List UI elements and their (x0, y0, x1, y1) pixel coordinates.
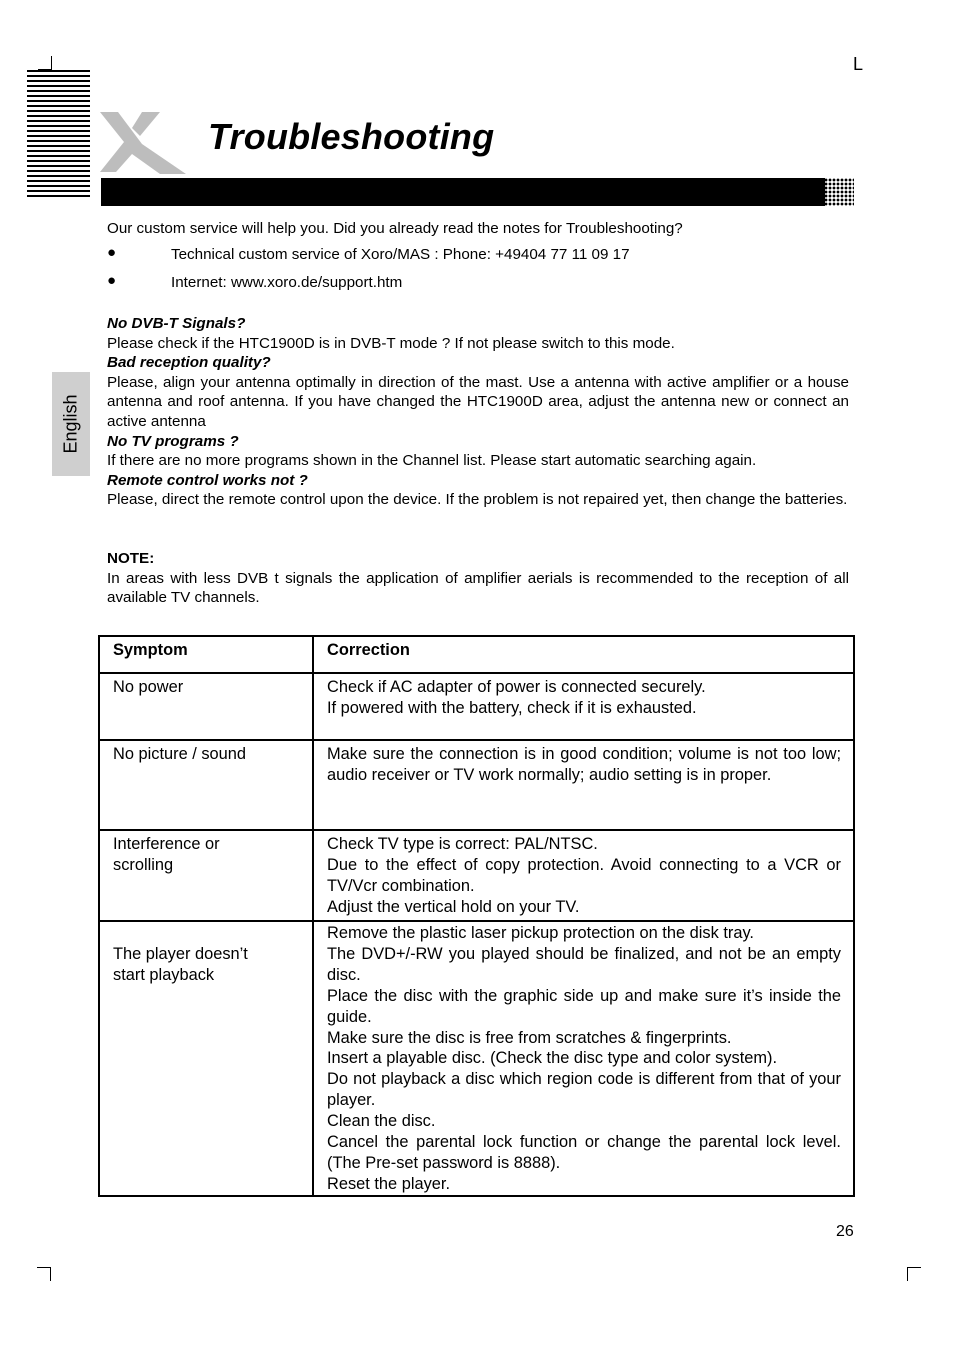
note-label: NOTE: (107, 550, 155, 567)
correction-line: If powered with the battery, check if it is exhausted. (327, 698, 697, 717)
faq-question: No TV programs ? (107, 432, 239, 450)
correction-line: Check if AC adapter of power is connected securely. (327, 678, 706, 696)
crop-mark-top-right: L (853, 54, 864, 74)
correction-line: Make sure the connection is in good condition; volume is not too low; audio receiver or TV work normally; audio setting is in proper. (327, 745, 841, 784)
language-tab (52, 372, 90, 476)
table-row (99, 921, 854, 1196)
faq-answer: Please, direct the remote control upon the device. If the problem is not repaired yet, then change the batteries. (107, 491, 848, 509)
symptom-cell: No picture / sound (99, 740, 313, 830)
table-header-correction: Correction (313, 636, 854, 673)
correction-line: Due to the effect of copy protection. Avoid connecting to a VCR or TV/Vcr combination. (327, 855, 841, 895)
correction-line: Insert a playable disc. (Check the disc type and color system). (327, 1049, 778, 1068)
bullet-internet: Internet: www.xoro.de/support.htm (171, 274, 403, 291)
correction-line: Cancel the parental lock function or change the parental lock level. (The Pre-set password is 8888). (327, 1133, 841, 1172)
faq-answer: Please check if the HTC1900D is in DVB-T mode ? If not please switch to this mode. (107, 334, 675, 352)
faq-answer: Please, align your antenna optimally in direction of the mast. Use a antenna with active amplifier or a house antenna and roof antenna. If you have changed the HTC1900D area, adjust the antenna new or connect an active antenna (107, 373, 849, 430)
correction-line: Clean the disc. (327, 1112, 436, 1131)
page-title: Troubleshooting (208, 116, 495, 157)
correction-cell (313, 673, 854, 740)
faq-question: No DVB-T Signals? (107, 315, 246, 332)
correction-line: Adjust the vertical hold on your TV. (327, 897, 580, 916)
intro-text: Our custom service will help you. Did you already read the notes for Troubleshooting? (107, 220, 683, 237)
page-number: 26 (836, 1223, 854, 1240)
header-bar-dots (820, 178, 854, 206)
symptom-cell: No power (99, 673, 313, 740)
faq-answer: If there are no more programs shown in the Channel list. Please start automatic searching again. (107, 452, 757, 470)
table-row (99, 740, 854, 830)
symptom-cell: Interference or scrolling (99, 830, 313, 921)
note-text: In areas with less DVB t signals the application of amplifier aerials is recommended to the reception of all available TV channels. (107, 569, 849, 607)
correction-line: Do not playback a disc which region code is different from that of your player. (327, 1070, 841, 1110)
xoro-x-logo-icon (96, 108, 196, 176)
table-row (99, 673, 854, 740)
decorative-stripes (27, 70, 90, 200)
correction-cell (313, 740, 854, 830)
correction-line: The DVD+/-RW you played should be finalized, and not be an empty disc. (327, 944, 841, 984)
table-header-symptom: Symptom (99, 636, 313, 673)
table-header-row (99, 636, 854, 673)
correction-line: Check TV type is correct: PAL/NTSC. (327, 835, 598, 853)
correction-line: Place the disc with the graphic side up and make sure it’s inside the guide. (327, 986, 841, 1026)
correction-line: Remove the plastic laser pickup protection on the disk tray. (327, 924, 754, 942)
header-bar (101, 178, 825, 206)
crop-mark-bottom-right (907, 1267, 921, 1281)
correction-cell (313, 921, 854, 1196)
troubleshooting-table (98, 635, 855, 1197)
symptom-text: The player doesn’t start playback (113, 945, 248, 984)
crop-mark-top-left (38, 56, 52, 70)
correction-line: Reset the player. (327, 1174, 451, 1193)
correction-line: Make sure the disc is free from scratches & fingerprints. (327, 1028, 732, 1047)
faq-question: Remote control works not ? (107, 471, 308, 489)
faq-section (107, 314, 849, 510)
language-tab-label: English (60, 394, 81, 454)
crop-mark-bottom-left (37, 1267, 51, 1281)
table-row (99, 830, 854, 921)
bullet-icon: ● (107, 272, 117, 289)
correction-cell (313, 830, 854, 921)
bullet-icon: ● (107, 244, 117, 261)
bullet-phone: Technical custom service of Xoro/MAS : Phone: +49404 77 11 09 17 (171, 246, 630, 263)
symptom-cell (99, 921, 313, 1196)
note-section (107, 549, 849, 608)
faq-question: Bad reception quality? (107, 354, 271, 372)
